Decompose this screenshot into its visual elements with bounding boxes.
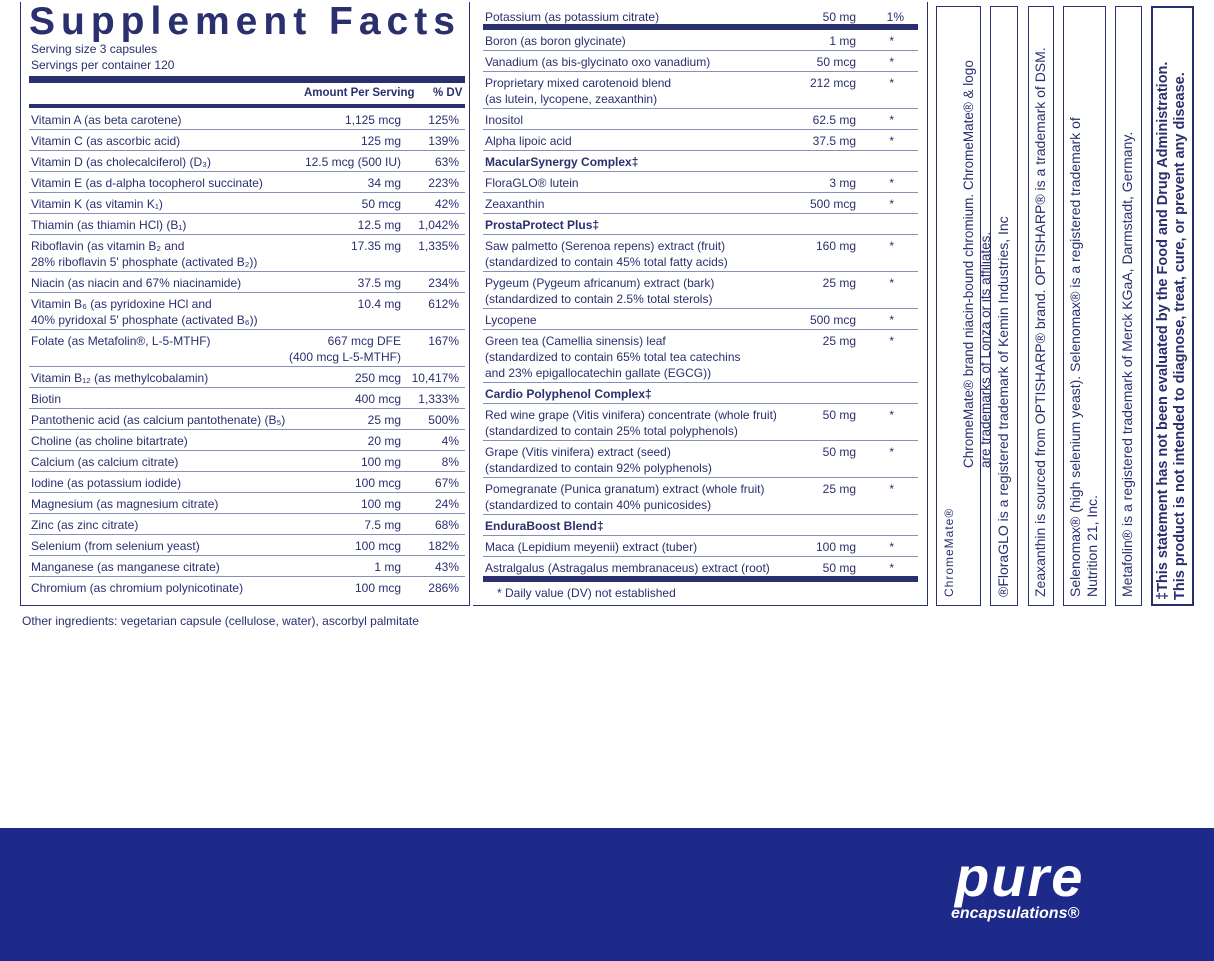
nutrient-row — [483, 51, 918, 72]
nutrient-row — [29, 151, 465, 172]
nutrient-amount: 100 mcg — [354, 476, 401, 490]
brand-logo-pure: pure — [955, 845, 1085, 908]
selenomax-text: Selenomax® (high selenium yeast). Selenomax® is a registered trademark of Nutrition 21, Inc. — [1067, 117, 1100, 597]
nutrient-name: Alpha lipoic acid — [485, 134, 572, 148]
nutrient-name: Vitamin K (as vitamin K₁) — [31, 197, 163, 211]
nutrient-row — [29, 409, 465, 430]
nutrient-dv: 139% — [428, 134, 459, 148]
nutrient-row — [483, 309, 918, 330]
nutrient-name: Grape (Vitis vinifera) extract (seed) (standardized to contain 92% polyphenols) — [485, 445, 712, 475]
nutrient-name: Zeaxanthin — [485, 197, 545, 211]
divider-right-bottom — [483, 576, 918, 582]
nutrient-name: Folate (as Metafolin®, L-5-MTHF) — [31, 334, 211, 348]
nutrient-amount: 100 mg — [815, 540, 856, 554]
nutrient-row — [29, 535, 465, 556]
nutrient-row — [29, 272, 465, 293]
nutrient-dv: 182% — [428, 539, 459, 553]
metafolin-box — [1115, 6, 1142, 606]
nutrient-row — [483, 235, 918, 272]
nutrient-dv: 10,417% — [411, 371, 459, 385]
nutrient-amount: 37.5 mg — [812, 134, 856, 148]
nutrient-row — [29, 430, 465, 451]
nutrient-row — [29, 330, 465, 367]
supplement-facts-left-panel — [20, 2, 470, 606]
nutrient-dv: 500% — [428, 413, 459, 427]
nutrient-name: Iodine (as potassium iodide) — [31, 476, 182, 490]
chromemate-logo: ChromeMate® — [942, 507, 956, 597]
nutrient-dv: 43% — [434, 560, 459, 574]
nutrient-row — [29, 293, 465, 330]
nutrient-amount: 25 mg — [822, 334, 856, 348]
nutrient-name: Thiamin (as thiamin HCl) (B₁) — [31, 218, 187, 232]
nutrient-row — [29, 367, 465, 388]
nutrient-amount: 50 mcg — [816, 55, 856, 69]
nutrient-row — [483, 130, 918, 151]
nutrient-row — [483, 404, 918, 441]
nutrient-row — [483, 30, 918, 51]
nutrient-amount: 37.5 mg — [357, 276, 401, 290]
nutrient-name: Boron (as boron glycinate) — [485, 34, 626, 48]
nutrient-amount: 50 mg — [822, 445, 856, 459]
nutrient-dv: 125% — [428, 113, 459, 127]
floraglo-box — [990, 6, 1018, 606]
nutrient-dv: * — [889, 34, 894, 48]
nutrient-row — [483, 478, 918, 515]
nutrient-row — [29, 451, 465, 472]
nutrient-row — [483, 193, 918, 214]
nutrient-name: Red wine grape (Vitis vinifera) concentrate (whole fruit) (standardized to contain 25% total polyphenols) — [485, 408, 777, 438]
nutrient-name: Vitamin E (as d-alpha tocopherol succinate) — [31, 176, 263, 190]
nutrient-dv: * — [889, 197, 894, 211]
nutrient-amount: 17.35 mg — [350, 239, 401, 253]
nutrient-row — [29, 193, 465, 214]
divider-mid — [29, 104, 465, 108]
nutrient-amount: 100 mg — [360, 455, 401, 469]
nutrient-amount: 10.4 mg — [357, 297, 401, 311]
nutrient-dv: 612% — [428, 297, 459, 311]
nutrient-amount: 3 mg — [829, 176, 856, 190]
nutrient-name: Choline (as choline bitartrate) — [31, 434, 188, 448]
nutrient-row — [483, 330, 918, 383]
nutrient-name: Lycopene — [485, 313, 537, 327]
nutrient-dv: * — [889, 445, 894, 459]
nutrient-row — [29, 388, 465, 409]
nutrient-name: Selenium (from selenium yeast) — [31, 539, 200, 553]
nutrient-name: Vitamin C (as ascorbic acid) — [31, 134, 181, 148]
nutrient-row — [29, 556, 465, 577]
nutrient-amount: 25 mg — [367, 413, 401, 427]
nutrient-row — [29, 172, 465, 193]
nutrient-row — [483, 536, 918, 557]
fda-disclaimer-text: ‡This statement has not been evaluated by the Food and Drug Administration. This product is not intended to diagnose, treat, cure, or prevent any disease. — [1155, 61, 1188, 600]
nutrient-name: Calcium (as calcium citrate) — [31, 455, 179, 469]
blend-heading-row — [483, 151, 918, 172]
blend-heading-row — [483, 515, 918, 536]
selenomax-box — [1063, 6, 1106, 606]
blend-name: ProstaProtect Plus‡ — [485, 218, 600, 232]
nutrient-row — [29, 493, 465, 514]
nutrient-dv: * — [889, 313, 894, 327]
nutrient-dv: 223% — [428, 176, 459, 190]
nutrient-dv: 8% — [441, 455, 459, 469]
nutrient-amount: 20 mg — [367, 434, 401, 448]
nutrient-amount: 1 mg — [829, 34, 856, 48]
nutrient-amount: 100 mcg — [354, 581, 401, 595]
nutrient-name: Maca (Lepidium meyenii) extract (tuber) — [485, 540, 698, 554]
blend-heading-row — [483, 383, 918, 404]
nutrient-row — [483, 272, 918, 309]
nutrient-amount: 667 mcg DFE (400 mcg L-5-MTHF) — [288, 334, 401, 364]
nutrient-name: Zinc (as zinc citrate) — [31, 518, 139, 532]
nutrient-amount: 62.5 mg — [812, 113, 856, 127]
nutrient-name: Riboflavin (as vitamin B₂ and 28% riboflavin 5' phosphate (activated B₂)) — [31, 239, 258, 269]
nutrient-row — [483, 72, 918, 109]
nutrient-amount: 160 mg — [815, 239, 856, 253]
nutrient-amount: 1,125 mcg — [344, 113, 401, 127]
nutrient-name: Biotin — [31, 392, 62, 406]
nutrient-row — [483, 6, 918, 26]
blend-name: MacularSynergy Complex‡ — [485, 155, 639, 169]
nutrient-dv: 286% — [428, 581, 459, 595]
nutrient-row — [483, 172, 918, 193]
nutrient-name: Pygeum (Pygeum africanum) extract (bark) (standardized to contain 2.5% total sterols) — [485, 276, 715, 306]
supplement-facts-right-panel — [473, 2, 928, 606]
divider-thick — [29, 76, 465, 83]
nutrient-amount: 500 mcg — [809, 197, 856, 211]
nutrient-amount: 100 mcg — [354, 539, 401, 553]
nutrient-dv: * — [889, 134, 894, 148]
metafolin-text: Metafolin® is a registered trademark of Merck KGaA, Darmstadt, Germany. — [1119, 131, 1135, 597]
nutrient-dv: 42% — [434, 197, 459, 211]
divider-right-top — [483, 24, 918, 30]
nutrient-dv: 1% — [886, 10, 904, 24]
dv-footnote: * Daily value (DV) not established — [497, 586, 676, 600]
serving-size: Serving size 3 capsules — [31, 42, 158, 56]
nutrient-dv: * — [889, 76, 894, 90]
blend-name: EnduraBoost Blend‡ — [485, 519, 604, 533]
nutrient-dv: 63% — [434, 155, 459, 169]
nutrient-name: Vanadium (as bis-glycinato oxo vanadium) — [485, 55, 711, 69]
nutrient-row — [483, 557, 918, 578]
nutrient-dv: * — [889, 55, 894, 69]
nutrient-name: Potassium (as potassium citrate) — [485, 10, 660, 24]
nutrient-row — [29, 109, 465, 130]
servings-per-container: Servings per container 120 — [31, 58, 175, 72]
nutrient-dv: 67% — [434, 476, 459, 490]
nutrient-amount: 500 mcg — [809, 313, 856, 327]
nutrient-amount: 50 mg — [822, 10, 856, 24]
fda-disclaimer-box — [1151, 6, 1194, 606]
nutrient-amount: 1 mg — [374, 560, 401, 574]
nutrient-row — [29, 472, 465, 493]
nutrient-dv: * — [889, 113, 894, 127]
nutrient-name: Green tea (Camellia sinensis) leaf (standardized to contain 65% total tea catechins and 23% epigallocatechin gallate (EGCG)) — [485, 334, 741, 380]
nutrient-dv: 1,333% — [418, 392, 459, 406]
zeaxanthin-text: Zeaxanthin is sourced from OPTISHARP® brand. OPTISHARP® is a trademark of DSM. — [1032, 47, 1048, 597]
nutrient-amount: 7.5 mg — [364, 518, 401, 532]
header-amount: Amount Per Serving — [304, 87, 415, 99]
nutrient-amount: 50 mg — [822, 408, 856, 422]
nutrient-amount: 12.5 mcg (500 IU) — [304, 155, 401, 169]
blend-name: Cardio Polyphenol Complex‡ — [485, 387, 652, 401]
nutrient-dv: 1,335% — [418, 239, 459, 253]
nutrient-name: Saw palmetto (Serenoa repens) extract (fruit) (standardized to contain 45% total fatty acids) — [485, 239, 728, 269]
nutrient-amount: 100 mg — [360, 497, 401, 511]
nutrient-dv: * — [889, 239, 894, 253]
panel-title: Supplement Facts — [29, 0, 461, 43]
nutrient-name: Chromium (as chromium polynicotinate) — [31, 581, 244, 595]
nutrient-amount: 25 mg — [822, 482, 856, 496]
nutrient-amount: 34 mg — [367, 176, 401, 190]
floraglo-text: ®FloraGLO is a registered trademark of Kemin Industries, Inc — [995, 216, 1011, 597]
nutrient-name: Inositol — [485, 113, 524, 127]
other-ingredients: Other ingredients: vegetarian capsule (cellulose, water), ascorbyl palmitate — [22, 614, 419, 628]
nutrient-dv: 24% — [434, 497, 459, 511]
nutrient-name: Vitamin B₁₂ (as methylcobalamin) — [31, 371, 209, 385]
nutrient-dv: * — [889, 408, 894, 422]
nutrient-row — [29, 514, 465, 535]
nutrient-dv: * — [889, 561, 894, 575]
nutrient-amount: 50 mg — [822, 561, 856, 575]
nutrient-name: Vitamin D (as cholecalciferol) (D₃) — [31, 155, 212, 169]
nutrient-dv: * — [889, 334, 894, 348]
chromemate-text: ChromeMate® brand niacin-bound chromium. ChromeMate® & logo are trademarks of Lonza or its affiliates. — [961, 60, 993, 468]
nutrient-row — [29, 130, 465, 151]
chromemate-text-wrap — [958, 6, 993, 606]
nutrient-amount: 250 mcg — [354, 371, 401, 385]
nutrient-dv: 234% — [428, 276, 459, 290]
nutrient-name: Manganese (as manganese citrate) — [31, 560, 220, 574]
nutrient-dv: 1,042% — [418, 218, 459, 232]
nutrient-amount: 212 mcg — [809, 76, 856, 90]
nutrient-name: Vitamin A (as beta carotene) — [31, 113, 182, 127]
nutrient-dv: * — [889, 540, 894, 554]
nutrient-amount: 50 mcg — [361, 197, 401, 211]
nutrient-dv: * — [889, 276, 894, 290]
nutrient-dv: 68% — [434, 518, 459, 532]
nutrient-name: FloraGLO® lutein — [485, 176, 579, 190]
nutrient-amount: 25 mg — [822, 276, 856, 290]
zeaxanthin-box — [1028, 6, 1054, 606]
nutrient-dv: 4% — [441, 434, 459, 448]
nutrient-name: Pomegranate (Punica granatum) extract (whole fruit) (standardized to contain 40% punicosides) — [485, 482, 765, 512]
nutrient-row — [483, 109, 918, 130]
blend-heading-row — [483, 214, 918, 235]
nutrient-row — [29, 214, 465, 235]
nutrient-dv: * — [889, 482, 894, 496]
brand-logo-encapsulations: encapsulations® — [951, 905, 1080, 922]
nutrient-dv: 167% — [428, 334, 459, 348]
nutrient-row — [29, 577, 465, 597]
nutrient-dv: * — [889, 176, 894, 190]
nutrient-amount: 400 mcg — [354, 392, 401, 406]
nutrient-name: Pantothenic acid (as calcium pantothenate) (B₅) — [31, 413, 286, 427]
nutrient-name: Proprietary mixed carotenoid blend (as lutein, lycopene, zeaxanthin) — [485, 76, 672, 106]
header-dv: % DV — [433, 87, 463, 99]
nutrient-row — [29, 235, 465, 272]
nutrient-name: Astralgalus (Astragalus membranaceus) extract (root) — [485, 561, 770, 575]
nutrient-amount: 125 mg — [360, 134, 401, 148]
nutrient-row — [483, 441, 918, 478]
nutrient-name: Niacin (as niacin and 67% niacinamide) — [31, 276, 242, 290]
nutrient-amount: 12.5 mg — [357, 218, 401, 232]
nutrient-name: Magnesium (as magnesium citrate) — [31, 497, 219, 511]
nutrient-name: Vitamin B₆ (as pyridoxine HCl and 40% pyridoxal 5' phosphate (activated B₆)) — [31, 297, 258, 327]
